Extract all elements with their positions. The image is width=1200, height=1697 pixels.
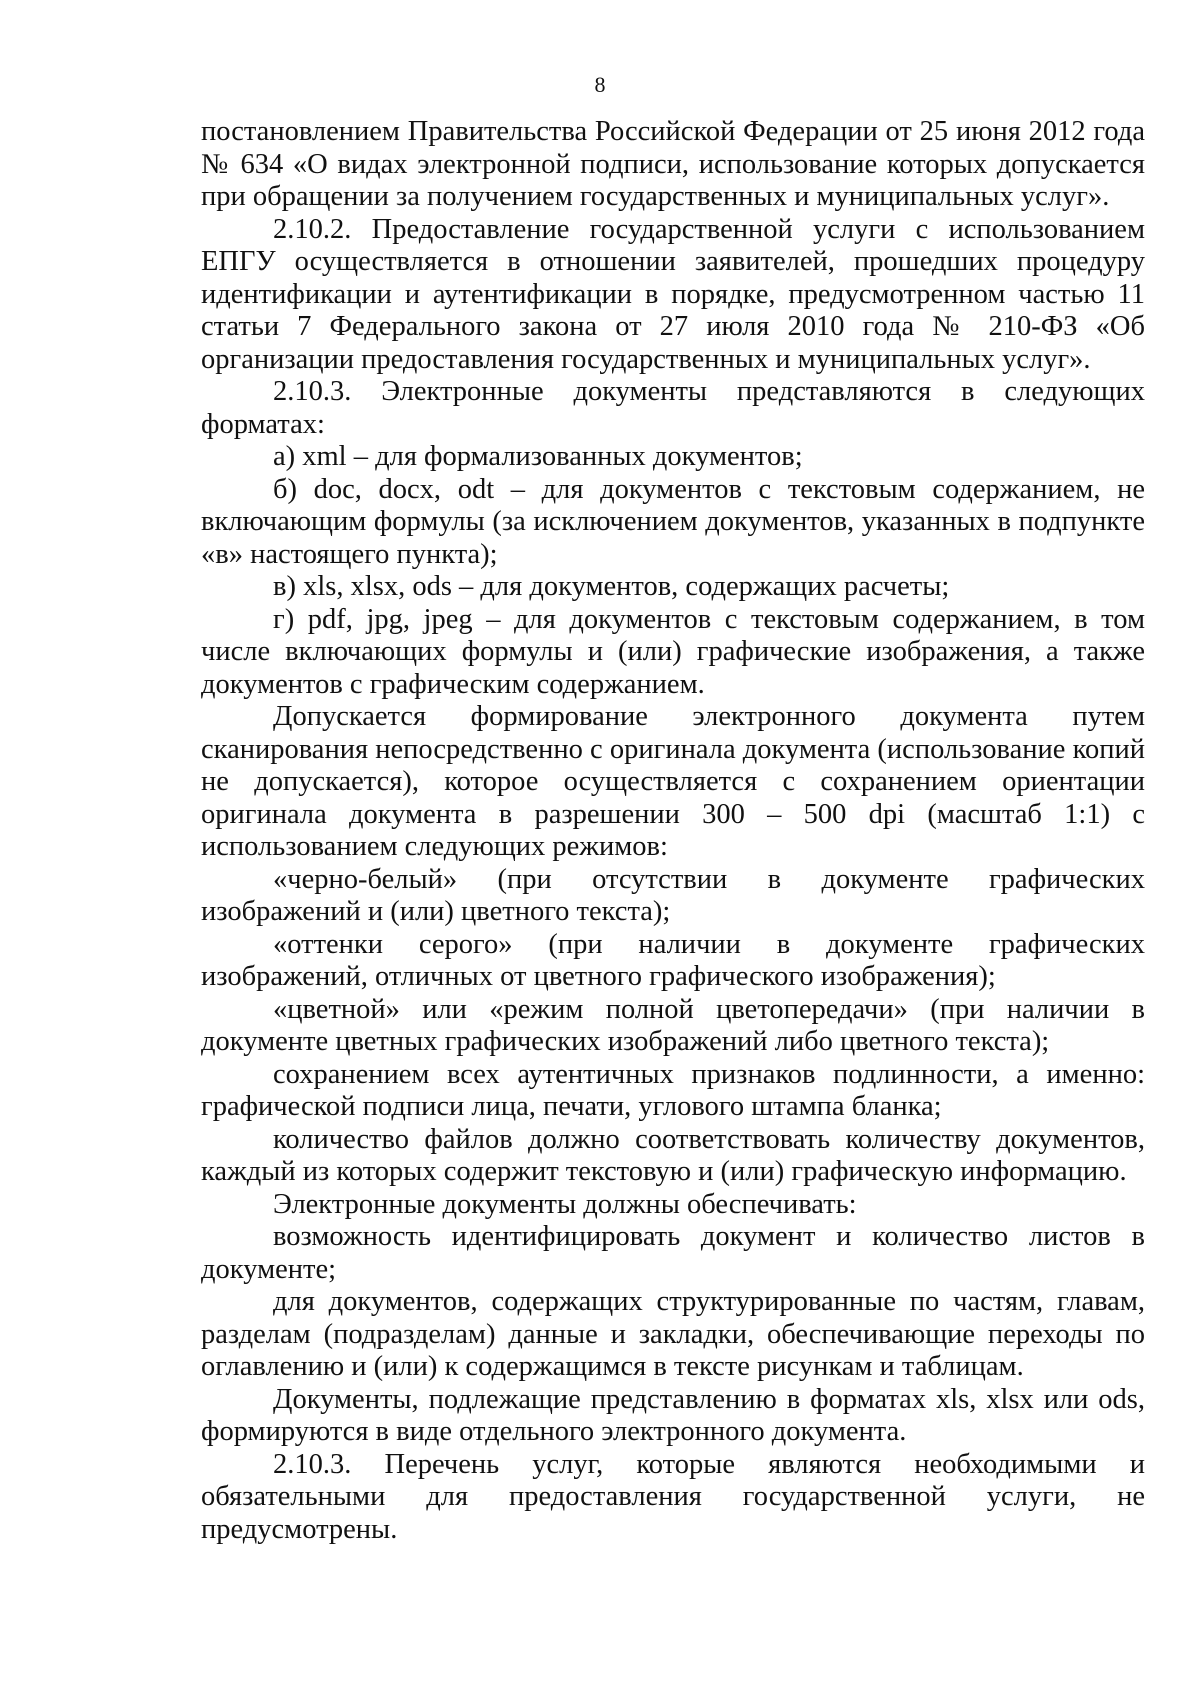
paragraph: 2.10.3. Перечень услуг, которые являются необходимыми и обязательными для предоставления государственной услуги, не предусмотрены. — [201, 1448, 1145, 1545]
document-body — [201, 116, 1145, 1546]
list-item: «черно-белый» (при отсутствии в документе графических изображений и (или) цветного текста); — [201, 863, 1145, 927]
list-item: «цветной» или «режим полной цветопередачи» (при наличии в документе цветных графических изображений либо цветного текста); — [201, 993, 1145, 1057]
paragraph: Документы, подлежащие представлению в форматах xls, xlsx или ods, формируются в виде отдельного электронного документа. — [201, 1383, 1145, 1447]
paragraph: постановлением Правительства Российской Федерации от 25 июня 2012 года № 634 «О видах электронной подписи, использование которых допускается при обращении за получением государственных и муниципальных услуг». — [201, 116, 1145, 212]
list-item: в) xls, xlsx, ods – для документов, содержащих расчеты; — [273, 571, 950, 602]
paragraph: 2.10.3. Электронные документы представляются в следующих форматах: — [201, 376, 1145, 440]
paragraph: Электронные документы должны обеспечивать: — [273, 1188, 857, 1220]
paragraph: 2.10.2. Предоставление государственной услуги с использованием ЕПГУ осуществляется в отношении заявителей, прошедших процедуру идентификации и аутентификации в порядке, предусмотренном частью 11 статьи 7 Федерального закона от 27 июля 2010 года № 210-ФЗ «Об организации предоставления государственных и муниципальных услуг». — [201, 213, 1145, 375]
list-item: а) xml – для формализованных документов; — [273, 441, 803, 472]
list-item: «оттенки серого» (при наличии в документе графических изображений, отличных от цветного графического изображения); — [201, 928, 1145, 992]
paragraph: Допускается формирование электронного документа путем сканирования непосредственно с оригинала документа (использование копий не допускается), которое осуществляется с сохранением ориентации оригинала документа в разрешении 300 – 500 dpi (масштаб 1:1) с использованием следующих режимов: — [201, 701, 1145, 862]
list-item: для документов, содержащих структурированные по частям, главам, разделам (подразделам) данные и закладки, обеспечивающие переходы по оглавлению и (или) к содержащимся в тексте рисункам и таблицам. — [201, 1286, 1145, 1382]
list-item: г) pdf, jpg, jpeg – для документов с текстовым содержанием, в том числе включающих формулы и (или) графические изображения, а также документов с графическим содержанием. — [201, 603, 1145, 700]
list-item: б) doc, docx, odt – для документов с текстовым содержанием, не включающим формулы (за исключением документов, указанных в подпункте «в» настоящего пункта); — [201, 473, 1145, 570]
list-item: возможность идентифицировать документ и количество листов в документе; — [201, 1221, 1145, 1285]
list-item: количество файлов должно соответствовать количеству документов, каждый из которых содержит текстовую и (или) графическую информацию. — [201, 1123, 1145, 1187]
list-item: сохранением всех аутентичных признаков подлинности, а именно: графической подписи лица, печати, углового штампа бланка; — [201, 1058, 1145, 1122]
page-number: 8 — [594, 72, 606, 97]
